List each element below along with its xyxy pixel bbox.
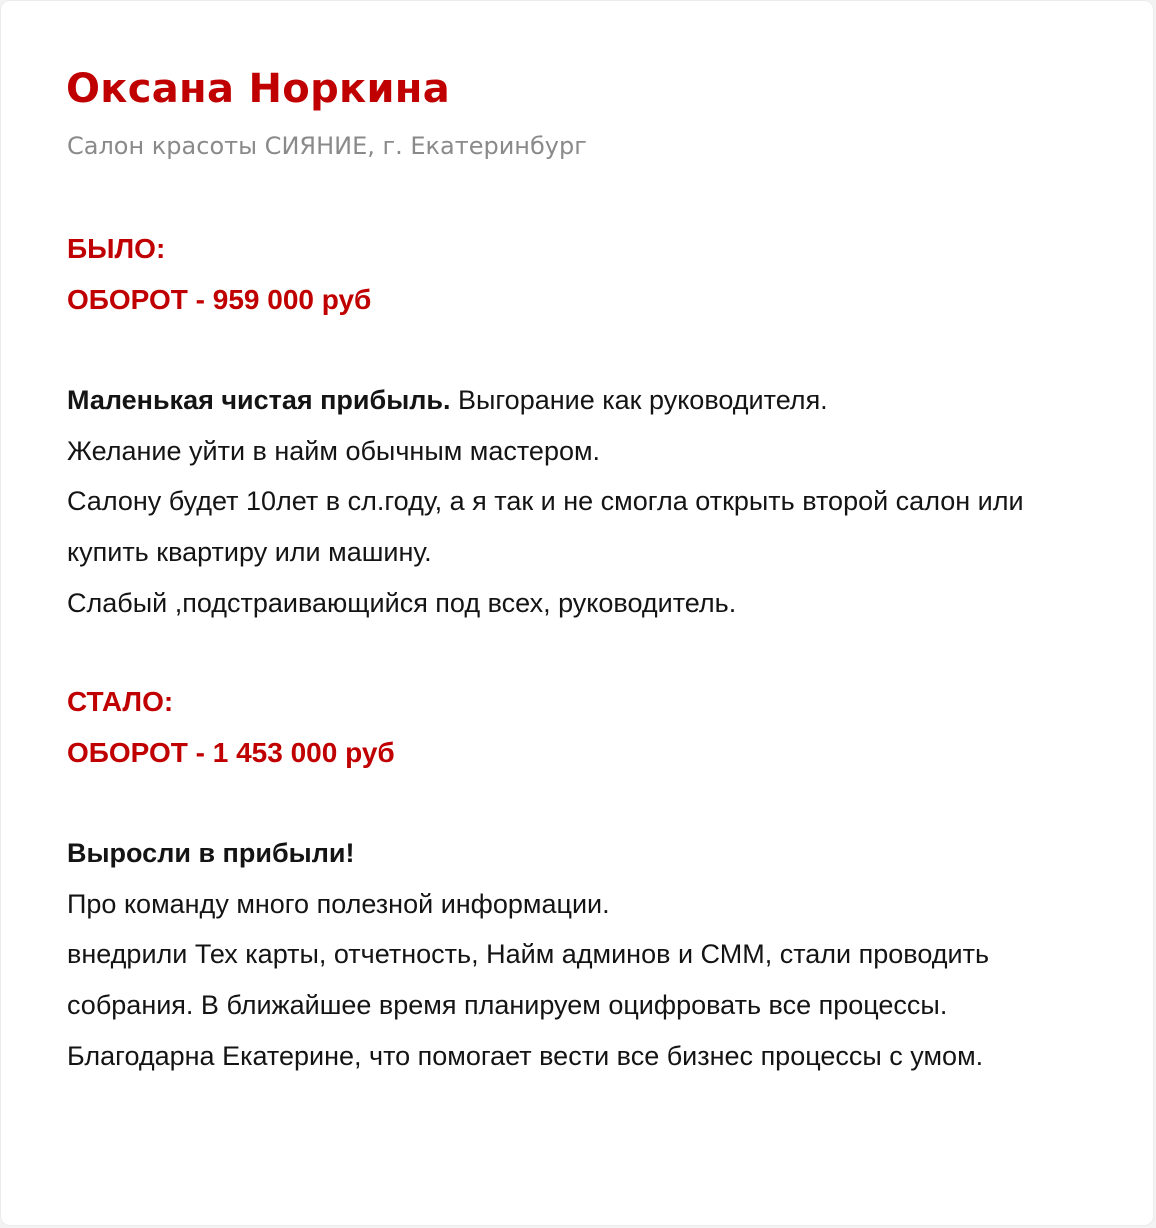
before-section	[67, 223, 1107, 325]
after-description	[67, 828, 1107, 1082]
before-lead-rest: Выгорание как руководителя.	[450, 385, 828, 415]
before-heading: БЫЛО:	[67, 233, 166, 264]
after-line: собрания. В ближайшее время планируем оцифровать все процессы.	[67, 990, 948, 1021]
salon-subtitle: Салон красоты СИЯНИЕ, г. Екатеринбург	[67, 132, 587, 160]
after-turnover: ОБОРОТ - 1 453 000 руб	[67, 737, 395, 768]
before-line: купить квартиру или машину.	[67, 537, 432, 568]
before-turnover: ОБОРОТ - 959 000 руб	[67, 284, 372, 315]
before-lead-line	[67, 375, 1107, 426]
before-line: Слабый ,подстраивающийся под всех, руководитель.	[67, 587, 737, 618]
before-line: Салону будет 10лет в сл.году, а я так и не смогла открыть второй салон или	[67, 486, 1024, 517]
after-line: внедрили Тех карты, отчетность, Найм админов и СММ, стали проводить	[67, 939, 990, 970]
after-lead-bold: Выросли в прибыли!	[67, 838, 355, 868]
before-lead-bold: Маленькая чистая прибыль.	[67, 385, 451, 415]
after-line: Благодарна Екатерине, что помогает вести все бизнес процессы с умом.	[67, 1040, 984, 1071]
after-line: Про команду много полезной информации.	[67, 888, 610, 919]
after-heading: СТАЛО:	[67, 686, 174, 717]
before-description	[67, 375, 1107, 629]
client-name: Оксана Норкина	[66, 66, 451, 112]
after-lead-line	[67, 828, 1107, 879]
before-line: Желание уйти в найм обычным мастером.	[67, 435, 601, 466]
after-section	[67, 676, 1107, 778]
